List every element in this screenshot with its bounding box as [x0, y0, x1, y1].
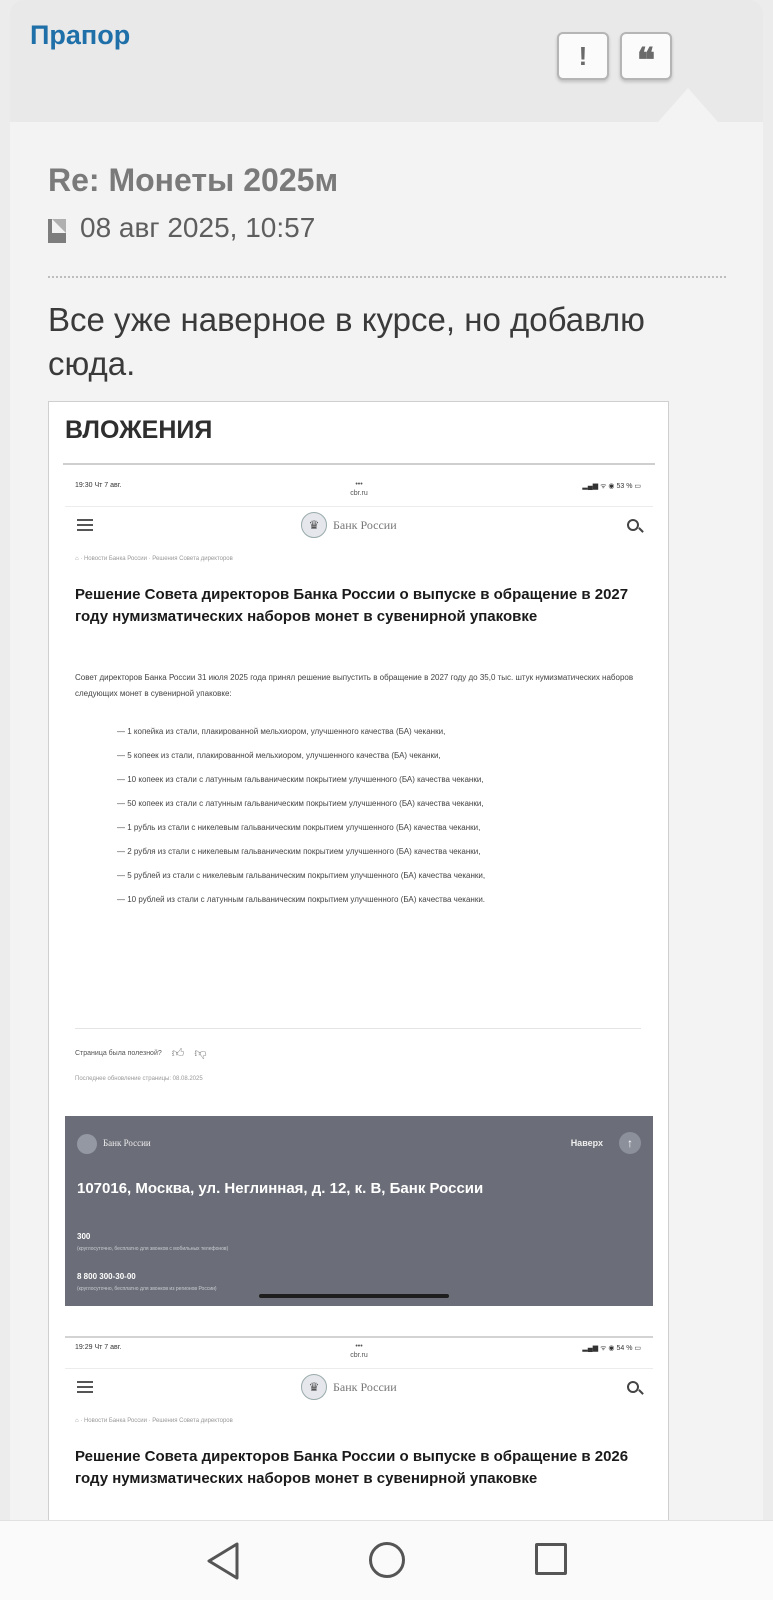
- arrow-up-icon: ↑: [619, 1132, 641, 1154]
- updated-date: Последнее обновление страницы: 08.08.2025: [75, 1076, 203, 1082]
- site-footer: [65, 1116, 653, 1306]
- footer-note: (круглосуточно, бесплатно для звонков с мобильных телефонов): [77, 1246, 229, 1252]
- bank-emblem-icon: [77, 1134, 97, 1154]
- post-date: 08 авг 2025, 10:57: [80, 212, 316, 243]
- useful-question: Страница была полезной?: [75, 1050, 162, 1057]
- footer-phone-short: 300: [77, 1232, 91, 1241]
- header-rule: [65, 506, 653, 507]
- attachment-image[interactable]: [65, 476, 653, 1321]
- breadcrumb: ⌂ · Новости Банка России · Решения Совета директоров: [75, 556, 233, 562]
- article-paragraph: Совет директоров Банка России 31 июля 2025 года принял решение выпустить в обращение в 2027 году до 35,0 тыс. штук нумизматических наборов следующих монет в сувенирной упаковке:: [75, 673, 634, 698]
- list-item: — 5 рублей из стали с никелевым гальваническим покрытием улучшенного (БА) качества чеканки,: [117, 868, 627, 884]
- attachments-box: [48, 401, 669, 1600]
- post-header-notch: [658, 88, 718, 122]
- author-link[interactable]: Прапор: [30, 20, 131, 50]
- post-date-row: [48, 212, 315, 244]
- post-text: Все уже наверное в курсе, но добавлю сюда.: [48, 301, 645, 382]
- list-item: — 50 копеек из стали с латунным гальваническим покрытием улучшенного (БА) качества чеканки,: [117, 796, 627, 812]
- menu-icon: [77, 519, 93, 531]
- list-item: — 10 копеек из стали с латунным гальваническим покрытием улучшенного (БА) качества чеканки,: [117, 772, 627, 788]
- feedback-row: [75, 1046, 207, 1061]
- status-time: 19:30 Чт 7 авг.: [75, 482, 122, 489]
- recent-square-icon[interactable]: [535, 1543, 567, 1575]
- footer-note: (круглосуточно, бесплатно для звонков из регионов России): [77, 1286, 217, 1292]
- status-time: 19:29 Чт 7 авг.: [75, 1344, 122, 1351]
- article-divider: [75, 1028, 641, 1029]
- search-icon: [627, 519, 639, 531]
- bank-name: Банк России: [333, 518, 397, 532]
- bank-emblem-icon: ♛: [301, 512, 327, 538]
- list-item: — 2 рубля из стали с никелевым гальваническим покрытием улучшенного (БА) качества чеканки,: [117, 844, 627, 860]
- list-item: — 1 рубль из стали с никелевым гальваническим покрытием улучшенного (БА) качества чеканки,: [117, 820, 627, 836]
- status-icons: ▂▄▆ ᯤ ◉ 53 % ▭: [582, 483, 641, 490]
- footer-address: 107016, Москва, ул. Неглинная, д. 12, к. В, Банк России: [77, 1180, 484, 1197]
- attachments-title: ВЛОЖЕНИЯ: [65, 416, 213, 444]
- divider: [48, 276, 726, 278]
- report-button[interactable]: !: [557, 32, 609, 80]
- home-indicator: [259, 1294, 449, 1298]
- footer-phone: 8 800 300-30-00: [77, 1272, 136, 1281]
- thumbs-up-icon: 👍︎: [171, 1046, 185, 1060]
- quote-button[interactable]: ❝: [620, 32, 672, 80]
- post-title[interactable]: Re: Монеты 2025м: [48, 162, 339, 198]
- bank-emblem-icon: ♛: [301, 1374, 327, 1400]
- status-url: ••• cbr.ru: [350, 1343, 368, 1359]
- attachments-divider: [63, 463, 655, 465]
- status-icons: ▂▄▆ ᯤ ◉ 54 % ▭: [582, 1345, 641, 1352]
- back-triangle-icon[interactable]: [205, 1541, 241, 1581]
- footer-up-label: Наверх: [570, 1138, 603, 1148]
- thumbs-down-icon: 👎︎: [194, 1046, 207, 1060]
- home-circle-icon[interactable]: [369, 1542, 405, 1578]
- list-item: — 10 рублей из стали с латунным гальваническим покрытием улучшенного (БА) качества чеканки.: [117, 892, 627, 908]
- coin-list: [117, 724, 627, 916]
- bank-name: Банк России: [333, 1380, 397, 1394]
- search-icon: [627, 1381, 639, 1393]
- article-heading: Решение Совета директоров Банка России о выпуске в обращение в 2027 году нумизматических наборов монет в сувенирной упаковке: [75, 586, 629, 625]
- header-rule: [65, 1368, 653, 1369]
- list-item: — 5 копеек из стали, плакированной мельхиором, улучшенного качества (БА) чеканки,: [117, 748, 627, 764]
- list-item: — 1 копейка из стали, плакированной мельхиором, улучшенного качества (БА) чеканки,: [117, 724, 627, 740]
- file-icon[interactable]: [48, 219, 66, 243]
- footer-bank-name: Банк России: [103, 1138, 151, 1148]
- post-header: [10, 0, 763, 122]
- status-url: ••• cbr.ru: [350, 481, 368, 497]
- article-heading: Решение Совета директоров Банка России о выпуске в обращение в 2026 году нумизматических наборов монет в сувенирной упаковке: [75, 1448, 629, 1487]
- android-nav-bar: [0, 1520, 773, 1600]
- menu-icon: [77, 1381, 93, 1393]
- breadcrumb: ⌂ · Новости Банка России · Решения Совета директоров: [75, 1418, 233, 1424]
